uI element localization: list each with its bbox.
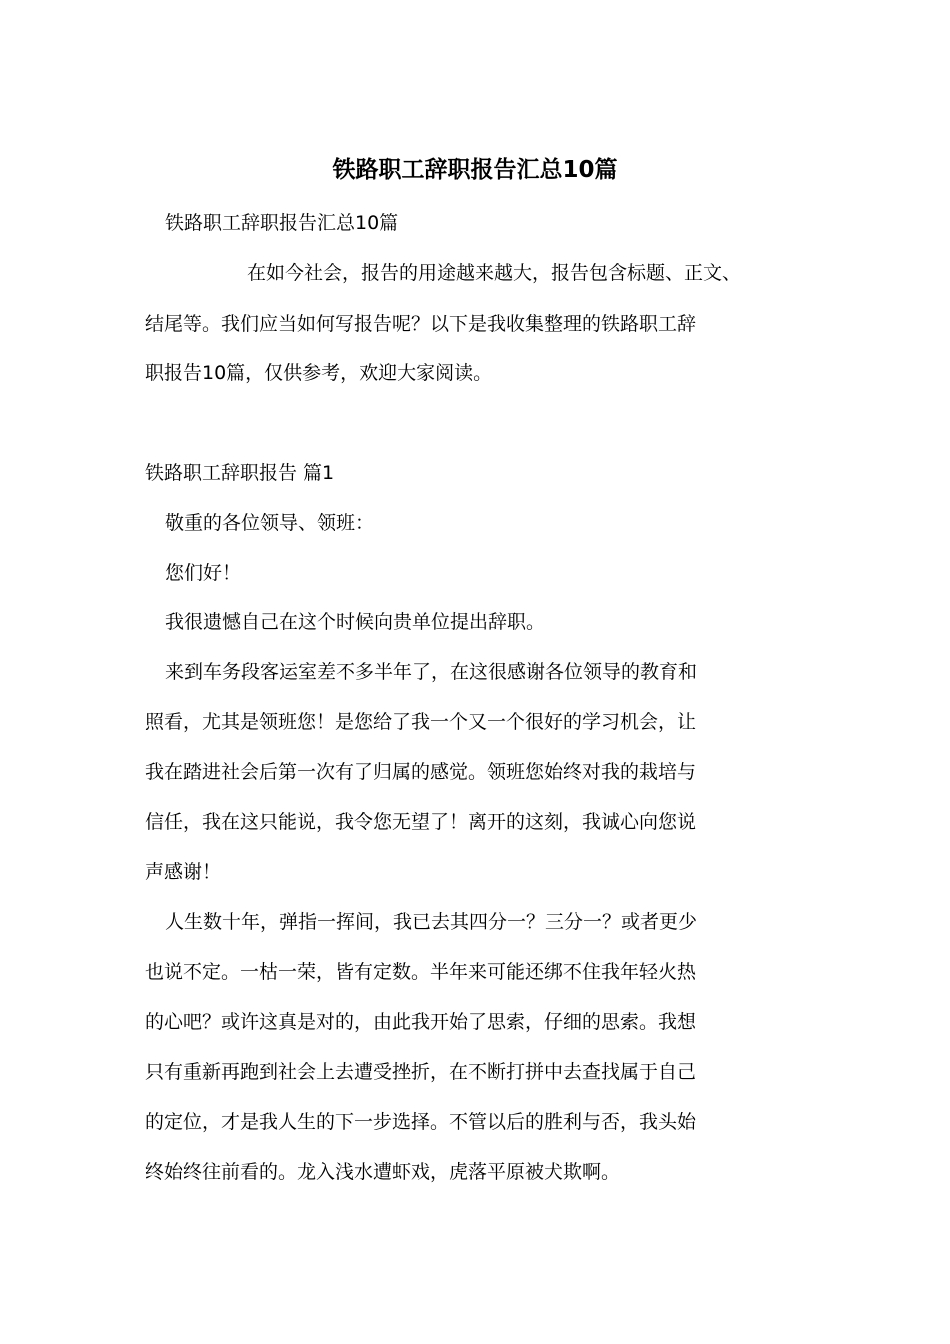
paragraph-line: 声感谢！ [145,861,222,883]
document-title: 铁路职工辞职报告汇总10篇 [332,157,618,183]
paragraph-line: 终始终往前看的。龙入浅水遭虾戏，虎落平原被犬欺啊。 [145,1161,621,1183]
paragraph-line: 我很遗憾自己在这个时候向贵单位提出辞职。 [165,611,546,633]
paragraph-line: 只有重新再跑到社会上去遭受挫折，在不断打拼中去查找属于自己 [145,1061,697,1083]
paragraph-line: 照看，尤其是领班您！是您给了我一个又一个很好的学习机会，让 [145,711,697,733]
greeting: 您们好！ [165,562,242,584]
document-subtitle: 铁路职工辞职报告汇总10篇 [165,212,399,234]
paragraph-line: 信任，我在这只能说，我令您无望了！离开的这刻，我诚心向您说 [145,811,697,833]
paragraph-line: 的心吧？或许这真是对的，由此我开始了思索，仔细的思索。我想 [145,1011,697,1033]
intro-line: 在如今社会，报告的用途越来越大，报告包含标题、正文、 [247,262,742,284]
intro-line: 结尾等。我们应当如何写报告呢？以下是我收集整理的铁路职工辞 [145,313,697,335]
paragraph-line: 我在踏进社会后第一次有了归属的感觉。领班您始终对我的栽培与 [145,761,697,783]
paragraph-line: 也说不定。一枯一荣，皆有定数。半年来可能还绑不住我年轻火热 [145,961,697,983]
paragraph-line: 人生数十年，弹指一挥间，我已去其四分一？三分一？或者更少 [165,911,698,933]
paragraph-line: 的定位，才是我人生的下一步选择。不管以后的胜利与否，我头始 [145,1111,697,1133]
section-heading: 铁路职工辞职报告 篇1 [145,462,335,484]
intro-line: 职报告10篇，仅供参考，欢迎大家阅读。 [145,362,493,384]
salutation: 敬重的各位领导、领班： [165,512,375,534]
paragraph-line: 来到车务段客运室差不多半年了，在这很感谢各位领导的教育和 [165,661,698,683]
